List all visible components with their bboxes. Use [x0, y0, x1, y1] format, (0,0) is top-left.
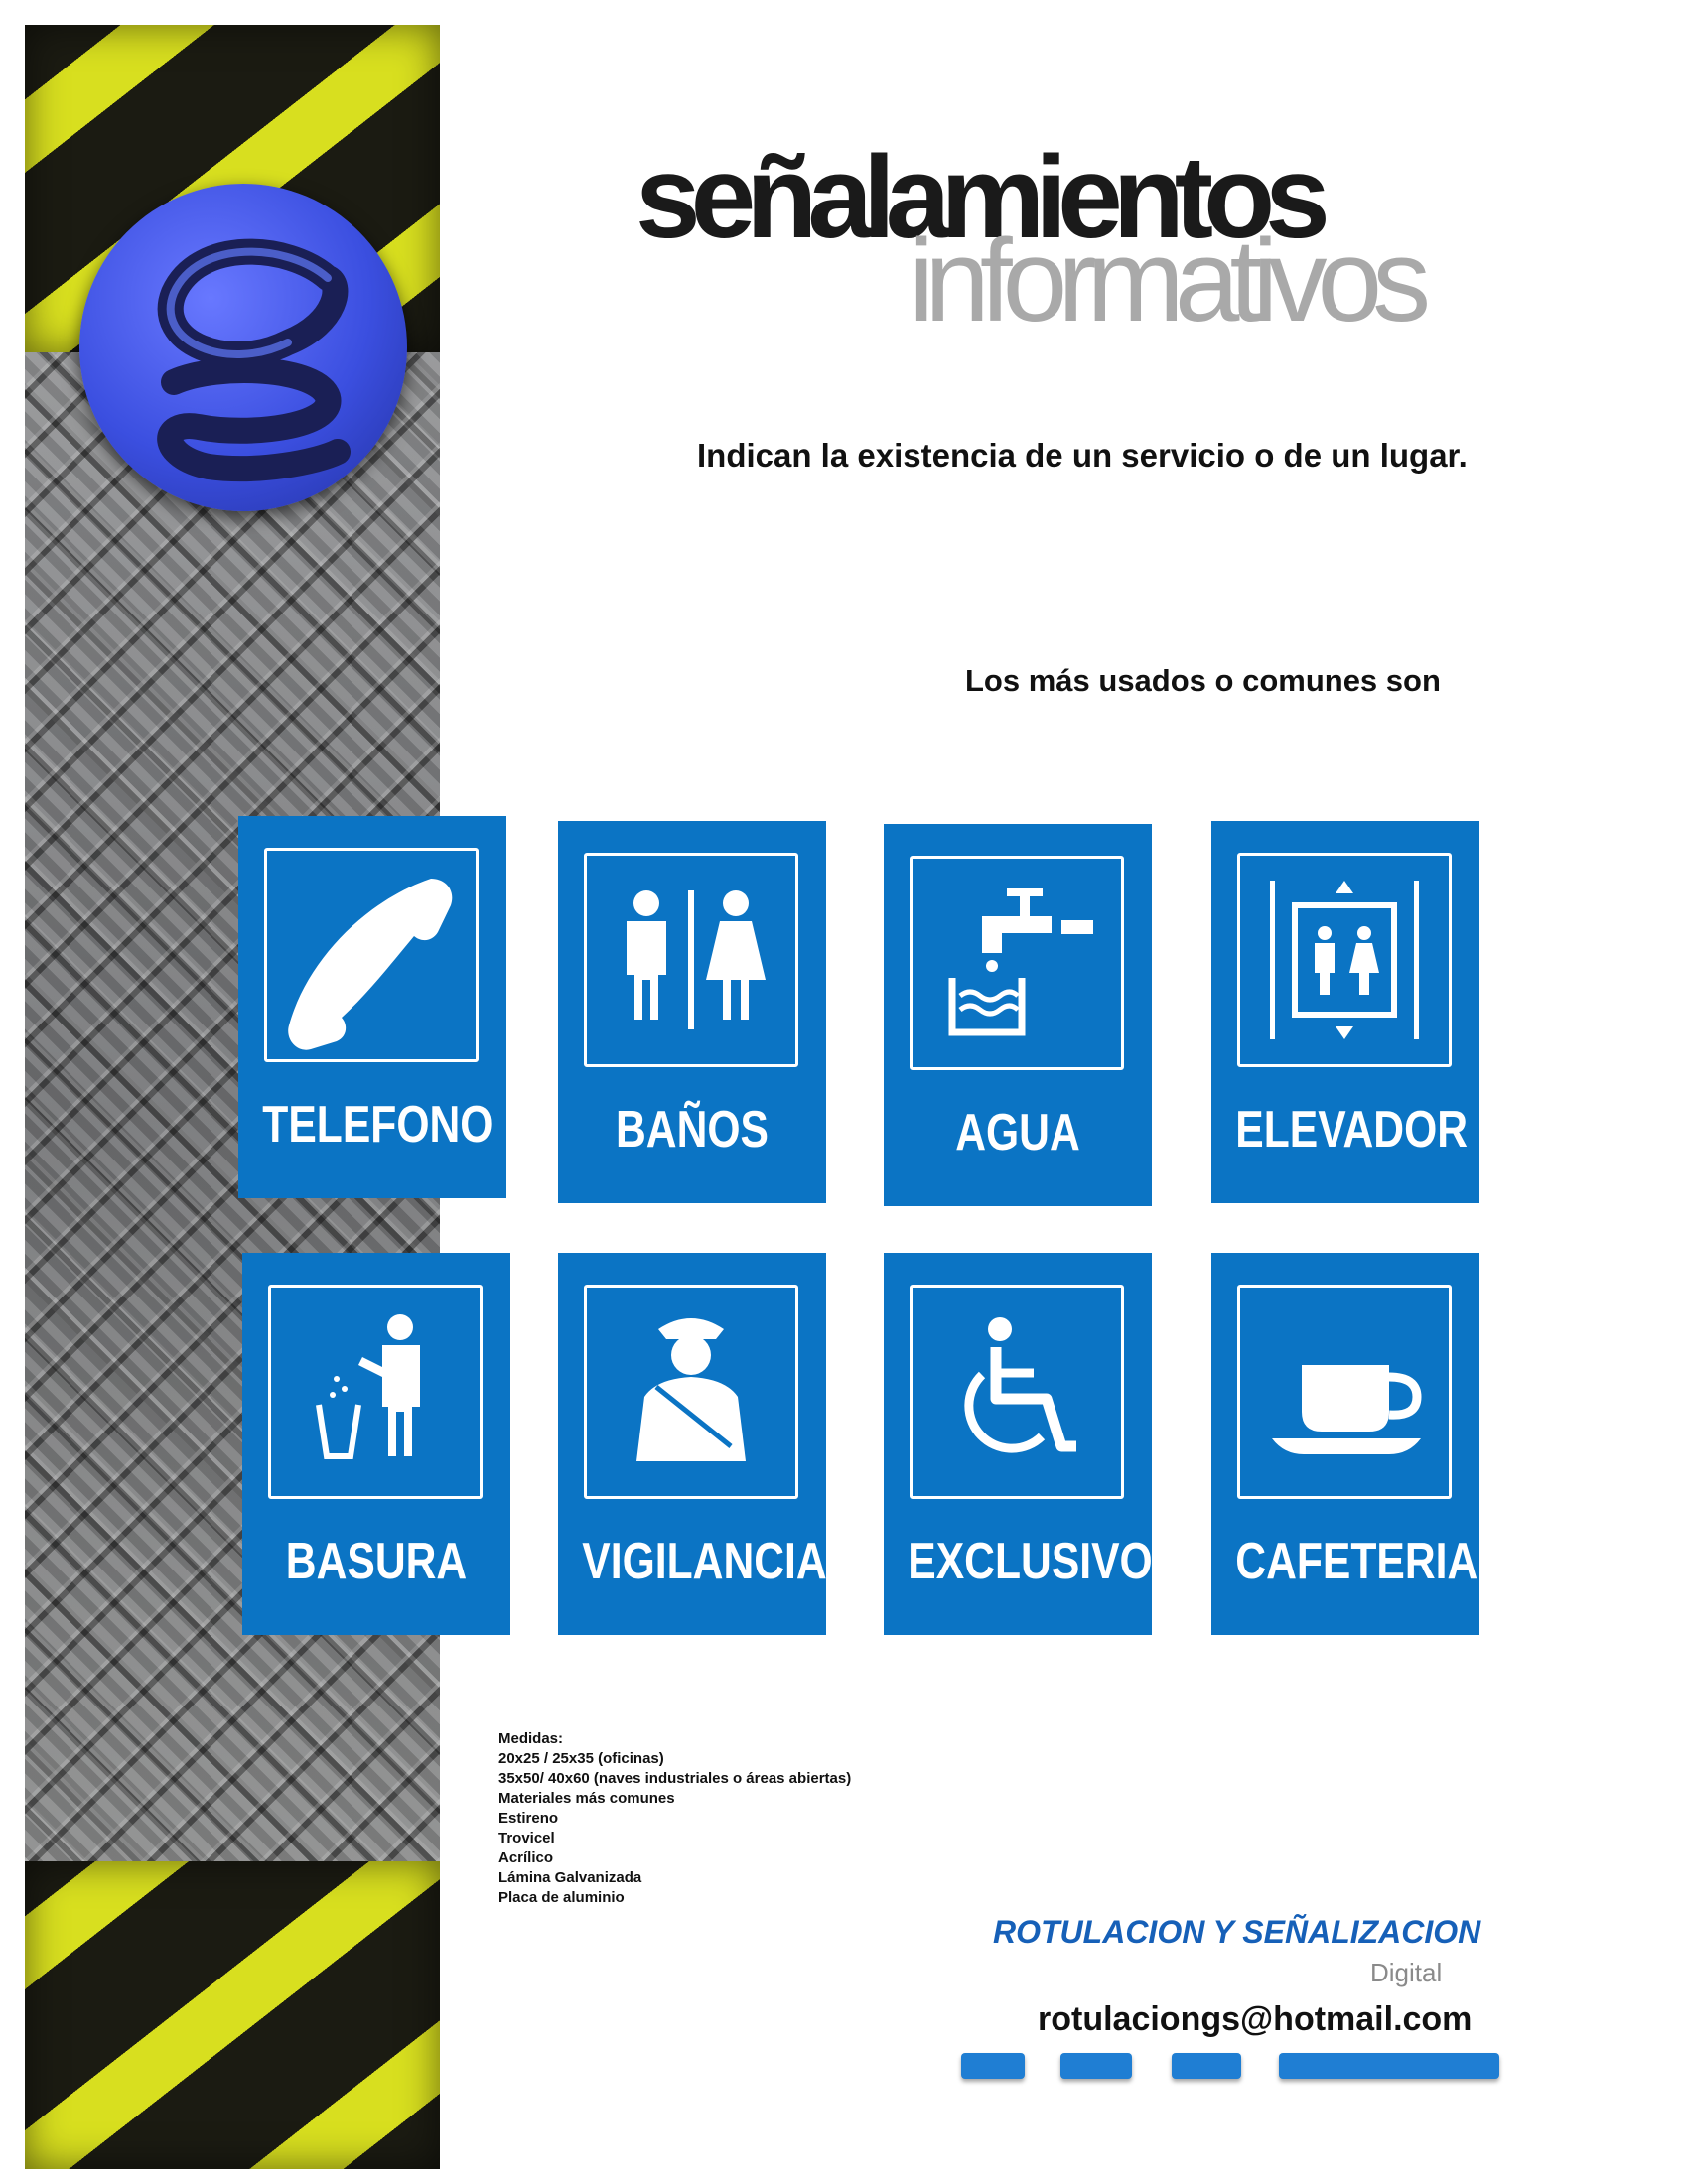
specs-line: 20x25 / 25x35 (oficinas): [498, 1750, 664, 1767]
sign-vigilancia: [558, 1253, 826, 1635]
heading-line-1: señalamientos: [635, 132, 1321, 263]
company-logo: [79, 184, 407, 511]
sign-basura: [242, 1253, 510, 1635]
sign-label: TELEFONO: [262, 1096, 493, 1154]
sign-agua: [884, 824, 1152, 1206]
lead-text: Los más usados o comunes son: [965, 663, 1441, 698]
sign-exclusivo: [884, 1253, 1152, 1635]
specs-line: Trovicel: [498, 1830, 555, 1846]
elevator-icon: [1240, 856, 1449, 1064]
specs-line: Materiales más comunes: [498, 1790, 675, 1807]
sign-telefono: [238, 816, 506, 1198]
brand-subtitle: Digital: [1370, 1958, 1443, 1987]
sign-label: BAÑOS: [615, 1101, 769, 1159]
heading-line-2: informativos: [909, 215, 1422, 346]
contact-email: rotulaciongs@hotmail.com: [1038, 2000, 1473, 2038]
specs-line: 35x50/ 40x60 (naves industriales o áreas abiertas): [498, 1770, 852, 1787]
security-guard-icon: [587, 1288, 795, 1496]
brand-name: ROTULACION Y SEÑALIZACION: [993, 1914, 1481, 1950]
specs-list: [498, 1729, 995, 1908]
sign-cafeteria: [1211, 1253, 1479, 1635]
sign-banos: [558, 821, 826, 1203]
sign-label: VIGILANCIA: [582, 1533, 827, 1590]
sign-elevador: [1211, 821, 1479, 1203]
trash-icon: [271, 1288, 480, 1496]
specs-line: Estireno: [498, 1810, 559, 1827]
coffee-cup-icon: [1240, 1288, 1449, 1496]
hazard-stripes-bottom: [25, 1861, 440, 2169]
specs-line: Medidas:: [498, 1730, 564, 1747]
sign-label: ELEVADOR: [1235, 1101, 1469, 1159]
wheelchair-icon: [913, 1288, 1121, 1496]
sign-label: AGUA: [955, 1104, 1080, 1161]
specs-line: Acrílico: [498, 1849, 554, 1866]
specs-line: Lámina Galvanizada: [498, 1869, 642, 1886]
specs-line: Placa de aluminio: [498, 1889, 625, 1906]
footer-bar: [961, 2053, 1025, 2079]
restroom-icon: [587, 856, 795, 1064]
sign-label: BASURA: [285, 1533, 468, 1590]
footer-bar: [1060, 2053, 1132, 2079]
footer-bar: [1172, 2053, 1241, 2079]
subtitle: Indican la existencia de un servicio o de un lugar.: [697, 437, 1468, 474]
sign-label: CAFETERIA: [1235, 1533, 1478, 1590]
footer-bar: [1279, 2053, 1499, 2079]
telephone-icon: [267, 851, 476, 1059]
water-tap-icon: [913, 859, 1121, 1067]
sign-label: EXCLUSIVO: [908, 1533, 1153, 1590]
